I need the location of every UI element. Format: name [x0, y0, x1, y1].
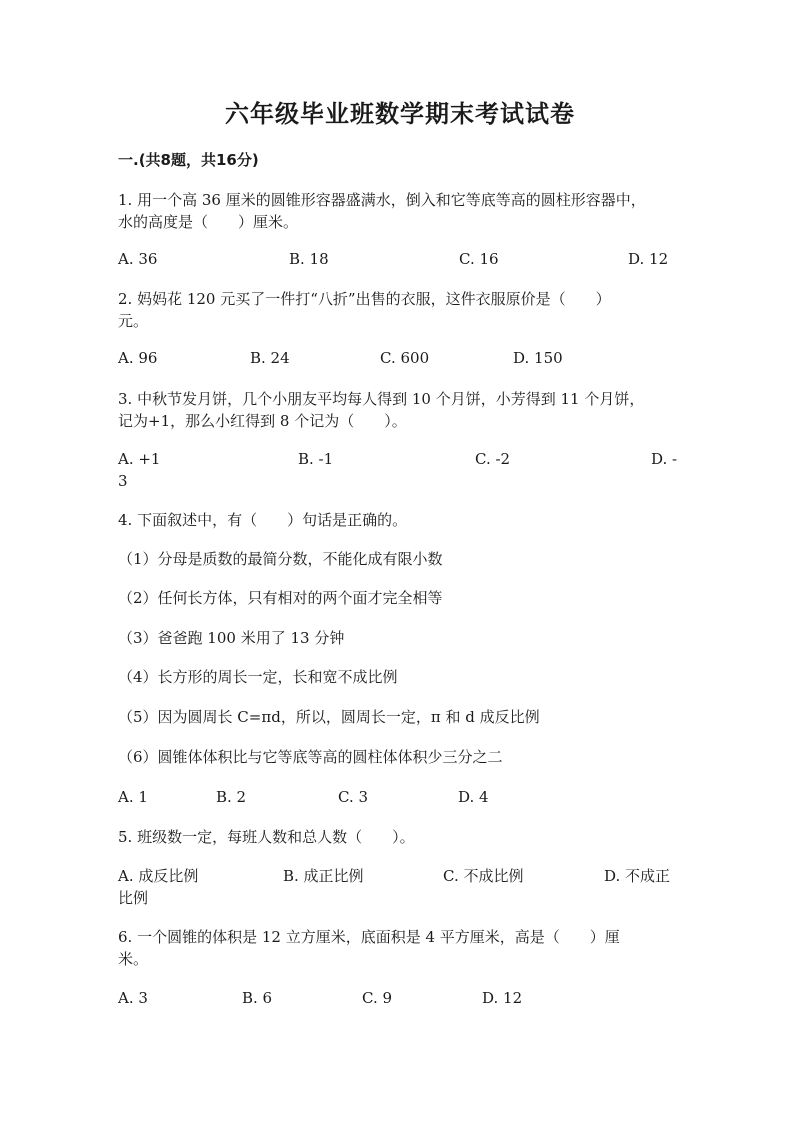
question-2-option-c: C. 600 — [380, 349, 430, 367]
question-4-statement-1: （1）分母是质数的最简分数，不能化成有限小数 — [118, 550, 443, 568]
question-4-statement-6: （6）圆锥体体积比与它等底等高的圆柱体体积少三分之二 — [118, 748, 503, 766]
question-6-option-d: D. 12 — [482, 989, 523, 1007]
question-4-statement-3: （3）爸爸跑 100 米用了 13 分钟 — [118, 629, 345, 647]
question-4-statement-5: （5）因为圆周长 C=πd，所以，圆周长一定，π 和 d 成反比例 — [118, 708, 540, 726]
question-4-statement-4: （4）长方形的周长一定，长和宽不成比例 — [118, 668, 398, 686]
question-3-line-1: 3. 中秋节发月饼，几个小朋友平均每人得到 10 个月饼，小芳得到 11 个月饼， — [118, 390, 645, 408]
question-2-line-1: 2. 妈妈花 120 元买了一件打“八折”出售的衣服，这件衣服原价是（ ） — [118, 290, 611, 308]
question-2-option-d: D. 150 — [513, 349, 563, 367]
question-2-option-a: A. 96 — [118, 349, 158, 367]
question-4-option-b: B. 2 — [216, 788, 247, 806]
question-1-line-2: 水的高度是（ ）厘米。 — [118, 213, 299, 231]
question-1-option-d: D. 12 — [628, 250, 669, 268]
question-3-line-2: 记为+1，那么小红得到 8 个记为（ ）。 — [118, 412, 407, 430]
question-6-option-b: B. 6 — [242, 989, 273, 1007]
exam-title: 六年级毕业班数学期末考试试卷 — [225, 99, 575, 128]
question-6-line-2: 米。 — [118, 950, 149, 968]
question-1-line-1: 1. 用一个高 36 厘米的圆锥形容器盛满水，倒入和它等底等高的圆柱形容器中， — [118, 191, 646, 209]
question-6-option-c: C. 9 — [362, 989, 393, 1007]
question-4-option-d: D. 4 — [458, 788, 489, 806]
question-4-line-1: 4. 下面叙述中，有（ ）句话是正确的。 — [118, 511, 408, 529]
question-3-option-d: D. - — [651, 450, 678, 468]
question-2-option-b: B. 24 — [250, 349, 290, 367]
question-3-option-b: B. -1 — [298, 450, 334, 468]
question-5-option-b: B. 成正比例 — [283, 867, 364, 885]
question-4-statement-2: （2）任何长方体，只有相对的两个面才完全相等 — [118, 589, 443, 607]
question-3-option-c: C. -2 — [475, 450, 511, 468]
question-5-option-d: D. 不成正 — [604, 867, 671, 885]
question-3-option-d-wrap: 3 — [118, 472, 128, 490]
question-5-option-d-wrap: 比例 — [118, 889, 149, 907]
question-5-option-c: C. 不成比例 — [443, 867, 524, 885]
question-5-option-a: A. 成反比例 — [118, 867, 199, 885]
question-4-option-a: A. 1 — [118, 788, 148, 806]
question-1-option-a: A. 36 — [118, 250, 158, 268]
question-2-line-2: 元。 — [118, 312, 149, 330]
section-header: 一.(共8题，共16分) — [118, 151, 259, 169]
question-6-option-a: A. 3 — [118, 989, 148, 1007]
question-6-line-1: 6. 一个圆锥的体积是 12 立方厘米，底面积是 4 平方厘米，高是（ ）厘 — [118, 928, 620, 946]
question-5-line-1: 5. 班级数一定，每班人数和总人数（ ）。 — [118, 828, 415, 846]
question-1-option-c: C. 16 — [459, 250, 499, 268]
question-3-option-a: A. +1 — [118, 450, 161, 468]
question-4-option-c: C. 3 — [338, 788, 369, 806]
question-1-option-b: B. 18 — [289, 250, 329, 268]
